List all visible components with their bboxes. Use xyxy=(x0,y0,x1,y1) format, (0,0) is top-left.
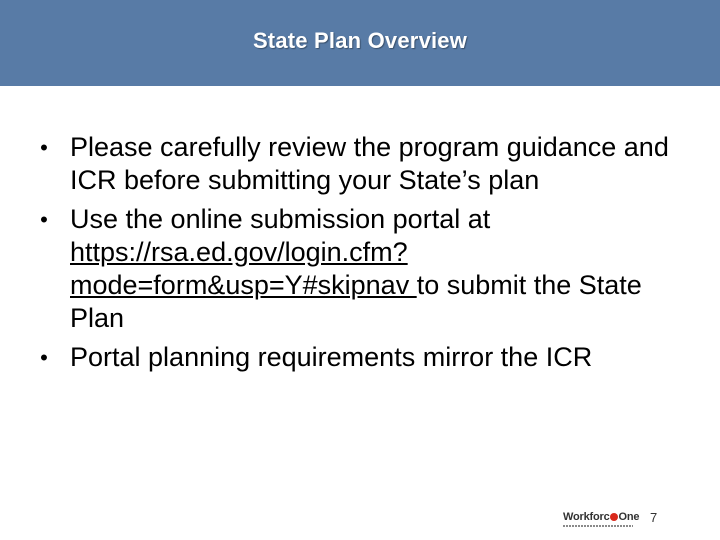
bullet-text-suffix: to submit the State Plan xyxy=(70,270,642,333)
bullet-text: Portal planning requirements mirror the ICR xyxy=(70,342,593,372)
page-number: 7 xyxy=(650,510,658,525)
bullet-text: Please carefully review the program guidance and ICR before submitting your State’s plan xyxy=(70,132,669,195)
workforce3one-logo xyxy=(563,511,640,531)
bullet-dot-icon: • xyxy=(40,135,48,160)
bullet-item-portal-requirements xyxy=(30,341,670,374)
logo-circle-icon xyxy=(610,513,618,521)
bullet-dot-icon: • xyxy=(40,345,48,370)
logo-text-before: Workforc xyxy=(563,511,610,523)
bullet-dot-icon: • xyxy=(40,207,48,232)
bullet-list xyxy=(30,131,670,380)
bullet-text-prefix: Use the online submission portal at xyxy=(70,204,491,234)
logo-text-after: One xyxy=(618,511,640,523)
logo-wordmark xyxy=(563,511,639,523)
slide-title: State Plan Overview xyxy=(252,28,468,53)
bullet-item-submission-portal xyxy=(30,203,670,335)
bullet-item-review-guidance xyxy=(30,131,670,197)
title-bar xyxy=(0,0,720,86)
logo-tagline xyxy=(563,525,633,527)
portal-link[interactable]: https://rsa.ed.gov/login.cfm?mode=form&usp=Y#skipnav xyxy=(70,237,417,300)
